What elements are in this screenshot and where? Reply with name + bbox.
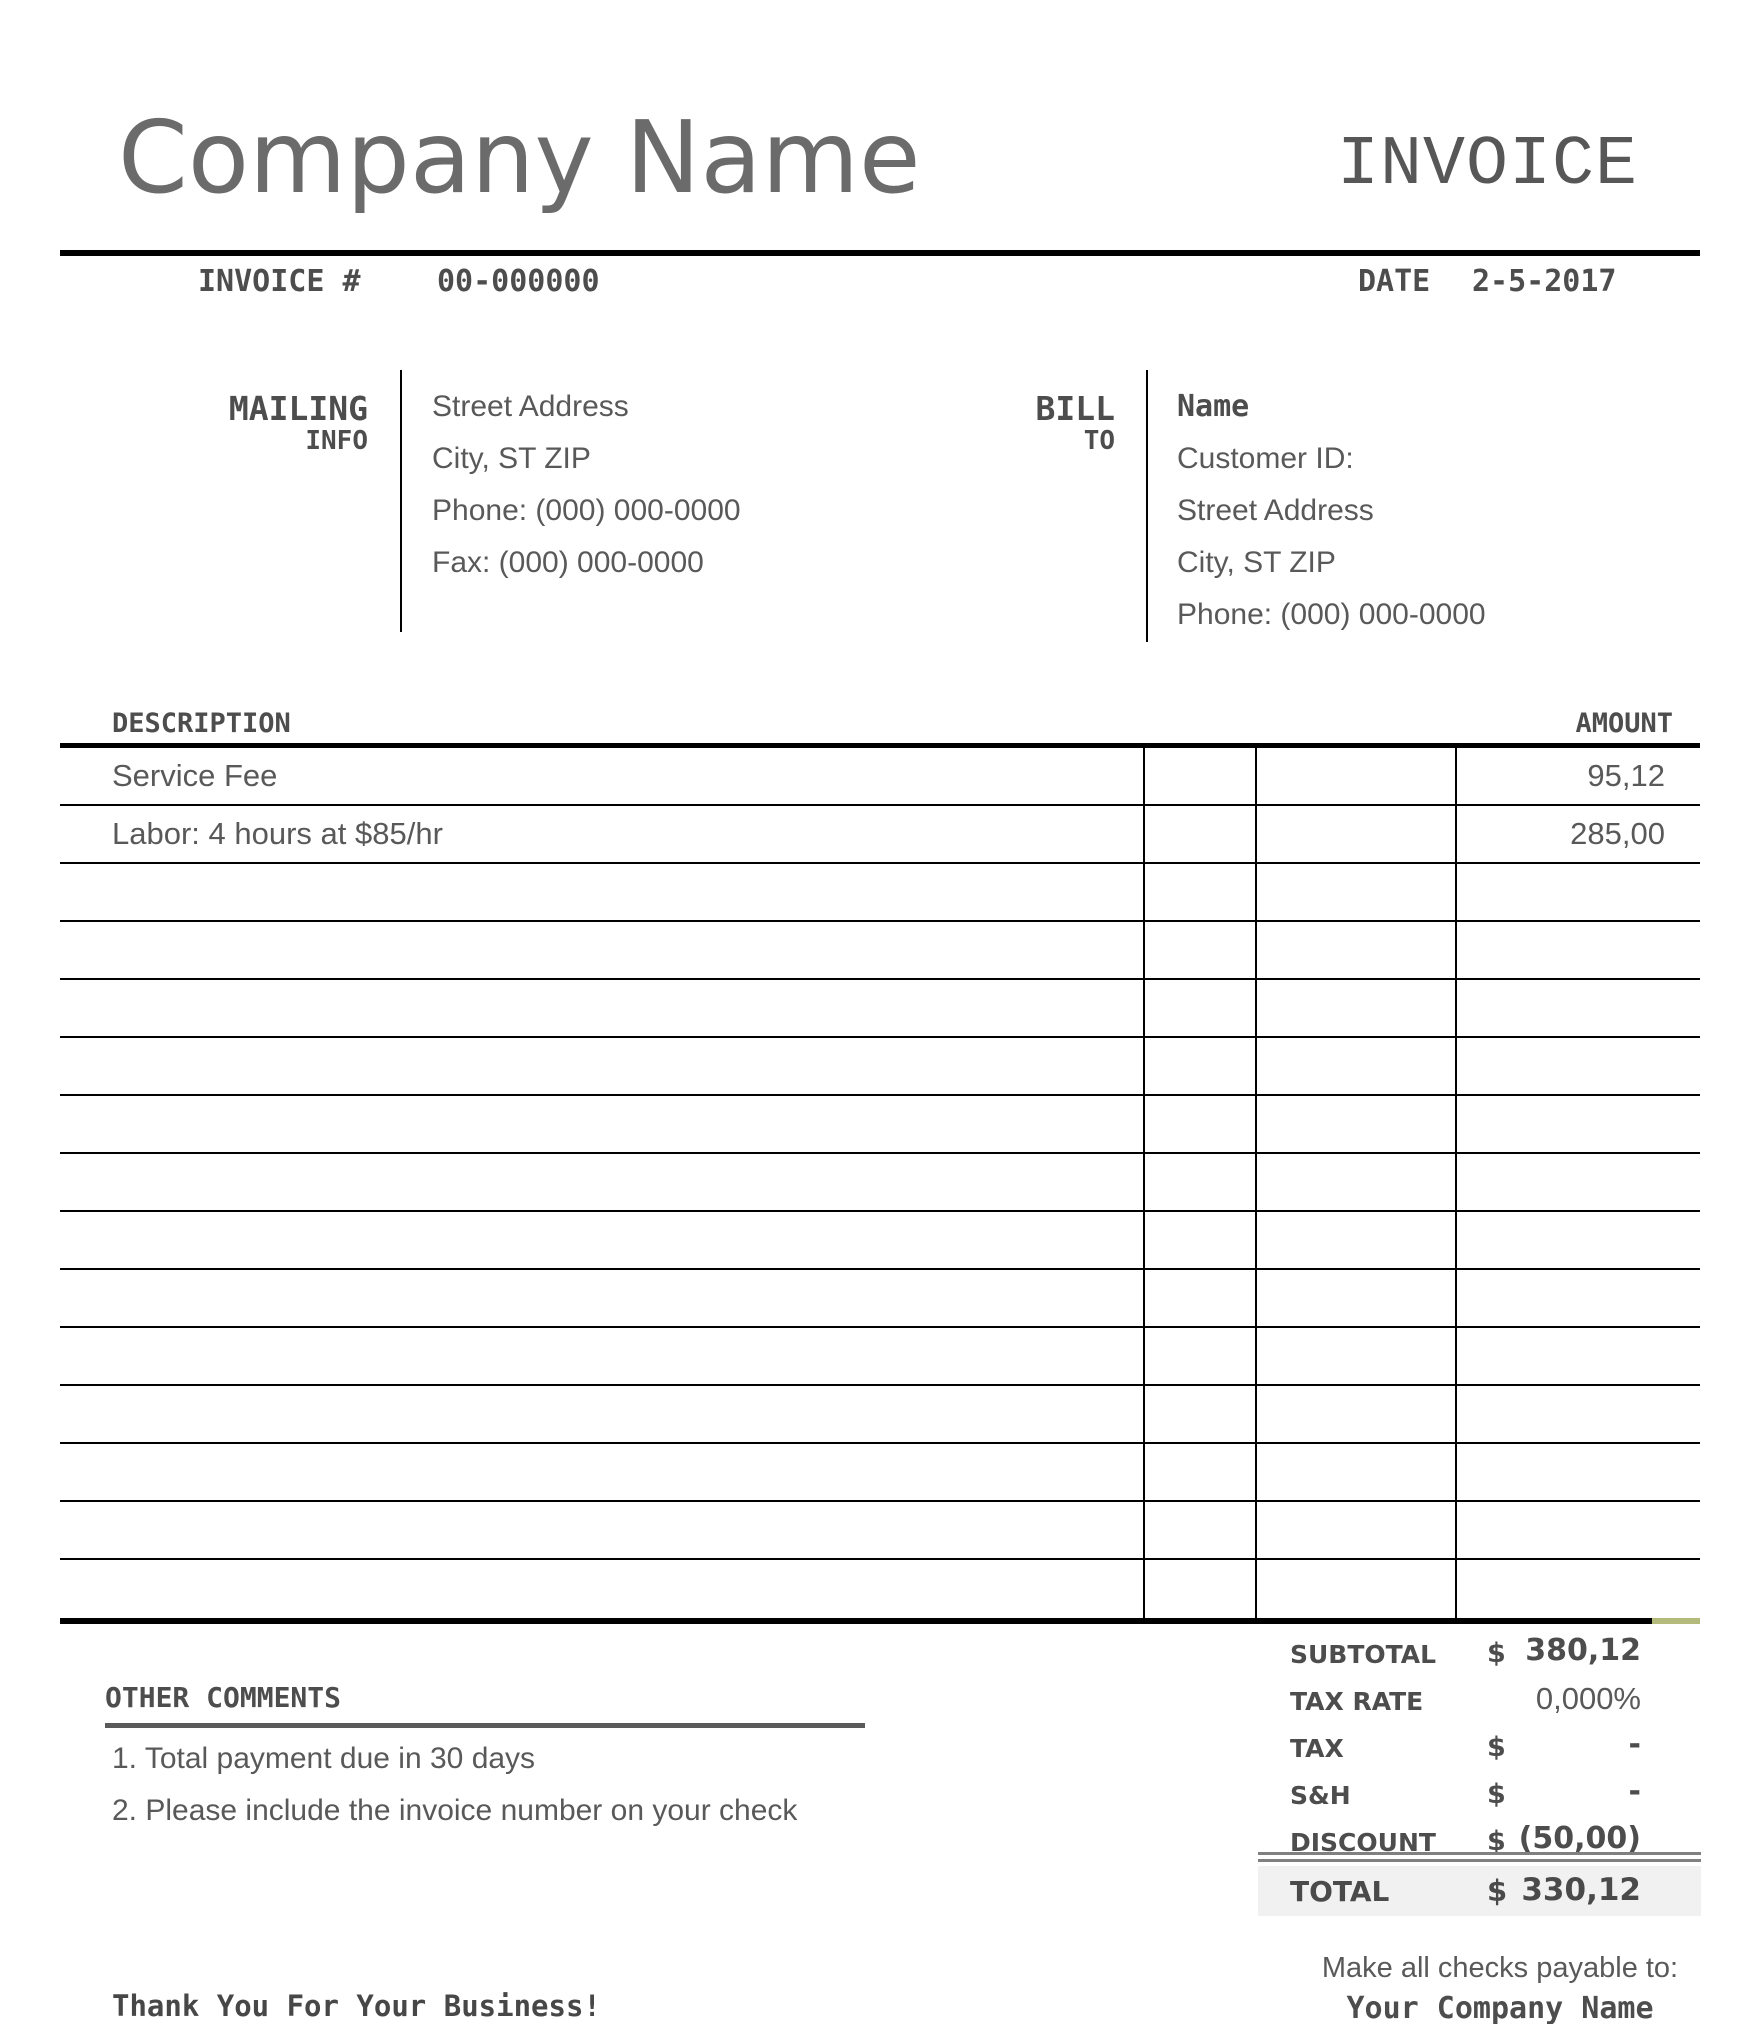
table-row-empty xyxy=(60,1328,1700,1386)
column-divider xyxy=(1455,748,1457,1618)
row-amount: 95,12 xyxy=(1587,758,1665,793)
mailing-info-sublabel: INFO xyxy=(305,426,368,456)
payable-company-name: Your Company Name xyxy=(1346,1991,1654,2024)
row-description: Service Fee xyxy=(112,758,278,793)
shipping-value: - xyxy=(1628,1774,1641,1809)
comment-note: 1. Total payment due in 30 days xyxy=(112,1742,536,1775)
bill-to-divider-line xyxy=(1146,370,1148,642)
table-row xyxy=(60,806,1700,864)
thank-you-note: Thank You For Your Business! xyxy=(112,1989,601,2023)
table-row xyxy=(60,748,1700,806)
other-comments-title: OTHER COMMENTS xyxy=(105,1681,342,1714)
description-column-header: DESCRIPTION xyxy=(112,708,291,739)
tax-value: - xyxy=(1628,1727,1641,1762)
summary-total-divider xyxy=(1258,1852,1701,1862)
invoice-number-label: INVOICE # xyxy=(198,264,361,299)
mailing-fax-line: Fax: (000) 000-0000 xyxy=(432,546,704,579)
table-row-empty xyxy=(60,922,1700,980)
mailing-city-line: City, ST ZIP xyxy=(432,442,591,475)
table-row-empty xyxy=(60,1502,1700,1560)
total-value: 330,12 xyxy=(1521,1872,1641,1908)
tax-rate-value: 0,000% xyxy=(1535,1681,1641,1716)
mailing-street-address: Street Address xyxy=(432,390,629,423)
summary-row-tax-rate xyxy=(1258,1679,1701,1719)
mailing-divider-line xyxy=(400,370,402,632)
bill-to-label: BILL xyxy=(1035,389,1115,428)
table-row-empty xyxy=(60,1270,1700,1328)
checks-payable-note: Make all checks payable to: xyxy=(1321,1952,1679,1984)
summary-row-tax xyxy=(1258,1726,1701,1766)
invoice-title: INVOICE xyxy=(1336,126,1638,205)
currency-symbol: $ xyxy=(1487,1779,1506,1810)
bill-to-city-line: City, ST ZIP xyxy=(1177,546,1336,579)
discount-value: (50,00) xyxy=(1518,1821,1641,1856)
line-items-table xyxy=(60,743,1700,1624)
currency-symbol: $ xyxy=(1487,1874,1508,1908)
table-row-empty xyxy=(60,1212,1700,1270)
tax-rate-label: TAX RATE xyxy=(1290,1687,1424,1716)
bill-to-street-address: Street Address xyxy=(1177,494,1374,527)
table-row-empty xyxy=(60,864,1700,922)
subtotal-value: 380,12 xyxy=(1525,1633,1641,1668)
summary-row-shipping xyxy=(1258,1773,1701,1813)
header-divider-rule xyxy=(60,250,1700,256)
table-row-empty xyxy=(60,1154,1700,1212)
date-value: 2-5-2017 xyxy=(1472,264,1617,299)
mailing-info-label: MAILING xyxy=(228,389,368,428)
row-amount: 285,00 xyxy=(1570,816,1665,851)
total-label: TOTAL xyxy=(1290,1875,1390,1908)
table-row-empty xyxy=(60,1444,1700,1502)
company-name: Company Name xyxy=(118,99,921,216)
currency-symbol: $ xyxy=(1487,1826,1506,1857)
discount-label: DISCOUNT xyxy=(1290,1828,1436,1857)
bill-to-customer-id: Customer ID: xyxy=(1177,442,1354,475)
comments-underline xyxy=(105,1723,865,1728)
row-description: Labor: 4 hours at $85/hr xyxy=(112,816,443,851)
table-row-empty xyxy=(60,1038,1700,1096)
column-divider xyxy=(1143,748,1145,1618)
bill-to-name: Name xyxy=(1177,389,1250,424)
total-row xyxy=(1258,1866,1701,1916)
summary-row-subtotal xyxy=(1258,1632,1701,1672)
currency-symbol: $ xyxy=(1487,1638,1506,1669)
table-row-empty xyxy=(60,980,1700,1038)
column-divider xyxy=(1255,748,1257,1618)
mailing-phone-line: Phone: (000) 000-0000 xyxy=(432,494,741,527)
comment-note: 2. Please include the invoice number on your check xyxy=(112,1794,798,1827)
subtotal-label: SUBTOTAL xyxy=(1290,1640,1437,1669)
table-row-empty xyxy=(60,1386,1700,1444)
bill-to-sublabel: TO xyxy=(1083,426,1115,456)
table-bottom-accent xyxy=(1652,1618,1700,1624)
invoice-number-value: 00-000000 xyxy=(437,264,600,299)
line-items-body xyxy=(60,748,1700,1618)
table-row-empty xyxy=(60,1560,1700,1618)
date-label: DATE xyxy=(1358,264,1431,299)
shipping-label: S&H xyxy=(1290,1781,1351,1810)
currency-symbol: $ xyxy=(1487,1732,1506,1763)
bill-to-phone-line: Phone: (000) 000-0000 xyxy=(1177,598,1486,631)
tax-label: TAX xyxy=(1290,1734,1344,1763)
amount-column-header: AMOUNT xyxy=(1575,708,1673,739)
table-row-empty xyxy=(60,1096,1700,1154)
